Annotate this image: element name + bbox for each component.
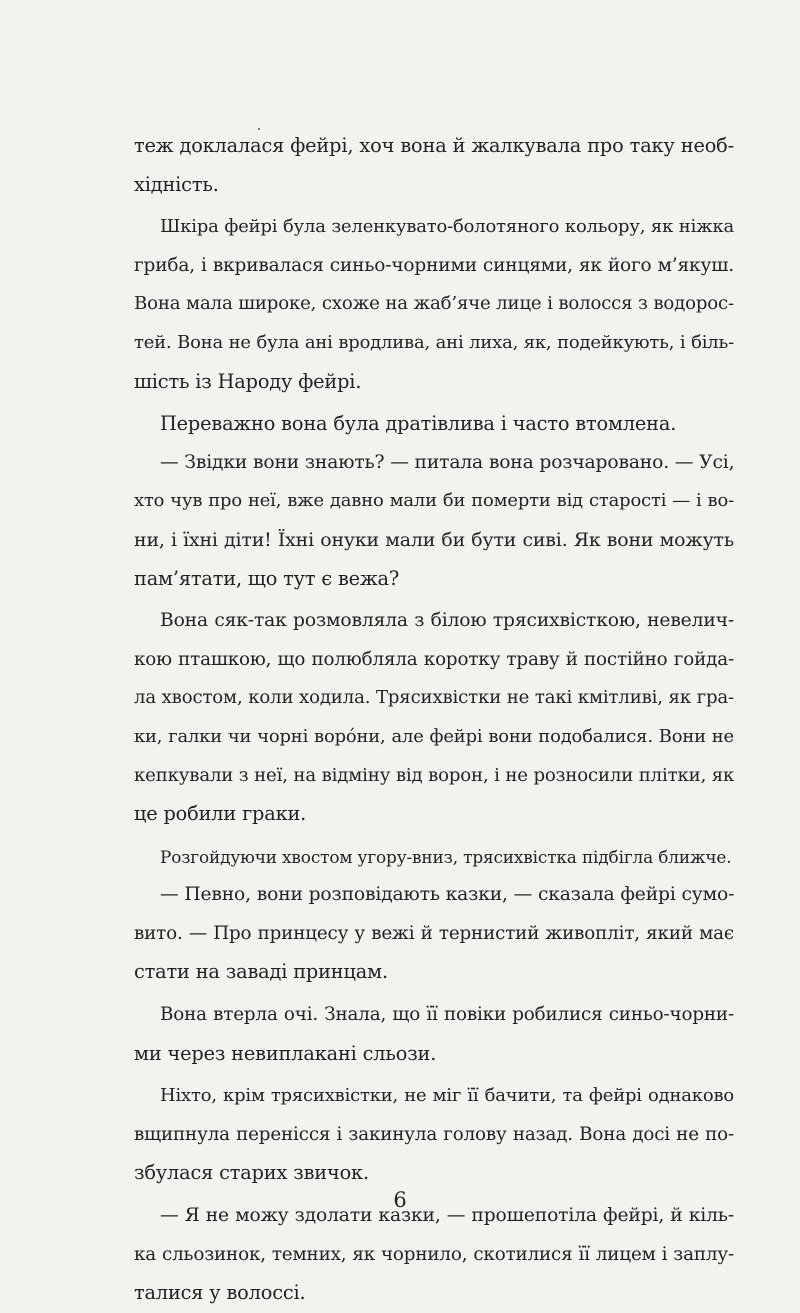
text-line: Шкіра фейрі була зеленкувато-болотяного кольору, як ніжка <box>160 216 734 238</box>
text-line: Вона сяк-так розмовляла з білою трясихвісткою, невелич- <box>160 610 734 632</box>
text-line: Ніхто, крім трясихвістки, не міг її бачити, та фейрі однаково <box>160 1085 734 1107</box>
text-line: — Певно, вони розповідають казки, — сказала фейрі сумо- <box>160 884 735 906</box>
text-line: збулася старих звичок. <box>134 1161 369 1185</box>
text-line: ни, і їхні діти! Їхні онуки мали би бути сиві. Як вони можуть <box>134 528 734 551</box>
text-line: ки, галки чи чорні ворóни, але фейрі вони подобалися. Вони не <box>134 725 734 747</box>
text-line: Вона втерла очі. Знала, що її повіки робилися синьо-чорни- <box>160 1004 734 1026</box>
text-line: стати на заваді принцам. <box>134 960 388 984</box>
text-line: це робили граки. <box>134 802 307 826</box>
text-line: ла хвостом, коли ходила. Трясихвістки не такі кмітливі, як гра- <box>134 687 734 709</box>
text-line: Вона мала широке, схоже на жаб’яче лице і волосся з водорос- <box>134 293 734 315</box>
text-line: ка сльозинок, темних, як чорнило, скотилися її лицем і заплу- <box>134 1243 734 1265</box>
text-line: кепкували з неї, на відміну від ворон, і не розносили плітки, як <box>134 764 735 786</box>
text-line: теж доклалася фейрі, хоч вона й жалкувала про таку необ- <box>134 134 734 157</box>
text-line: тей. Вона не була ані вродлива, ані лиха, як, подейкують, і біль- <box>134 331 734 353</box>
text-line: пам’ятати, що тут є вежа? <box>134 566 400 590</box>
text-line: — Звідки вони знають? — питала вона розчаровано. — Усі, <box>160 451 735 473</box>
text-line: — Я не можу здолати казки, — прошепотіла фейрі, й кіль- <box>160 1205 734 1227</box>
text-line: Розгойдуючи хвостом угору-вниз, трясихвістка підбігла ближче. <box>160 846 732 867</box>
text-line: талися у волоссі. <box>134 1281 306 1305</box>
body-text <box>134 127 734 1313</box>
text-line: хідність. <box>134 172 219 196</box>
page-number: 6 <box>393 1188 407 1212</box>
text-line: Переважно вона була дратівлива і часто втомлена. <box>160 412 677 436</box>
text-line: вито. — Про принцесу у вежі й тернистий живопліт, який має <box>134 922 734 944</box>
text-line: кою пташкою, що полюбляла коротку траву й постійно гойда- <box>134 648 734 670</box>
text-line: шість із Народу фейрі. <box>134 369 362 393</box>
text-line: ми через невиплакані сльози. <box>134 1041 437 1065</box>
text-line: вщипнула перенісся і закинула голову назад. Вона досі не по- <box>134 1123 734 1145</box>
text-line: хто чув про неї, вже давно мали би померти від старості — і во- <box>134 490 734 512</box>
text-line: гриба, і вкривалася синьо-чорними синцями, як його м’якуш. <box>134 254 734 276</box>
